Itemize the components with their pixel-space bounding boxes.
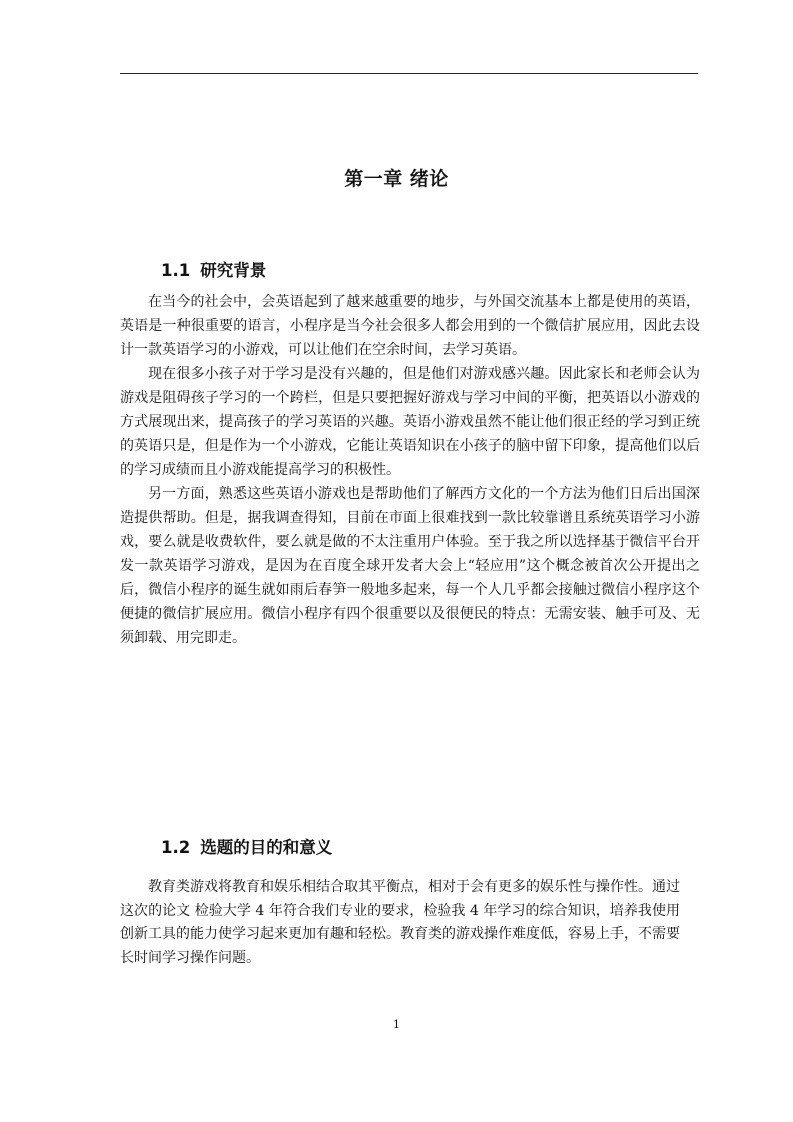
section-heading-1-1 (161, 257, 266, 281)
section-body-1-1 (120, 290, 700, 650)
section-number: 1.1 (161, 261, 191, 280)
section-heading-1-2 (161, 834, 332, 858)
paragraph: 教育类游戏将教育和娱乐相结合取其平衡点，相对于会有更多的娱乐性与操作性。通过这次的论文 检验大学 4 年符合我们专业的要求，检验我 4 年学习的综合知识，培养我使用创新工具的能力使学习起来更加有趣和轻松。教育类的游戏操作难度低，容易上手，不需要长时间学习操作问题。 (120, 879, 680, 966)
header-rule (120, 73, 698, 74)
paragraph: 在当今的社会中，会英语起到了越来越重要的地步，与外国交流基本上都是使用的英语，英语是一种很重要的语言，小程序是当今社会很多人都会用到的一个微信扩展应用，因此去设计一款英语学习的小游戏，可以让他们在空余时间，去学习英语。 (120, 294, 700, 358)
page-number: 1 (393, 1018, 400, 1031)
section-body-1-2 (120, 876, 680, 970)
chapter-title: 第一章 绪论 (344, 168, 449, 190)
section-title: 研究背景 (200, 261, 267, 280)
paragraph: 另一方面，熟悉这些英语小游戏也是帮助他们了解西方文化的一个方法为他们日后出国深造提供帮助。但是，据我调查得知，目前在市面上很难找到一款比较靠谱且系统英语学习小游戏，要么就是收费软件，要么就是做的不太注重用户体验。至于我之所以选择基于微信平台开发一款英语学习游戏，是因为在百度全球开发者大会上“轻应用”这个概念被首次公开提出之后，微信小程序的诞生就如雨后春笋一般地多起来，每一个人几乎都会接触过微信小程序这个便捷的微信扩展应用。微信小程序有四个很重要以及很便民的特点：无需安装、触手可及、无须卸载、用完即走。 (120, 486, 700, 646)
section-number: 1.2 (161, 838, 191, 857)
paragraph: 现在很多小孩子对于学习是没有兴趣的，但是他们对游戏感兴趣。因此家长和老师会认为游戏是阻碍孩子学习的一个跨栏，但是只要把握好游戏与学习中间的平衡，把英语以小游戏的方式展现出来，提高孩子的学习英语的兴趣。英语小游戏虽然不能让他们很正经的学习到正统的英语只是，但是作为一个小游戏，它能让英语知识在小孩子的脑中留下印象，提高他们以后的学习成绩而且小游戏能提高学习的积极性。 (120, 366, 700, 478)
section-title: 选题的目的和意义 (200, 838, 333, 857)
